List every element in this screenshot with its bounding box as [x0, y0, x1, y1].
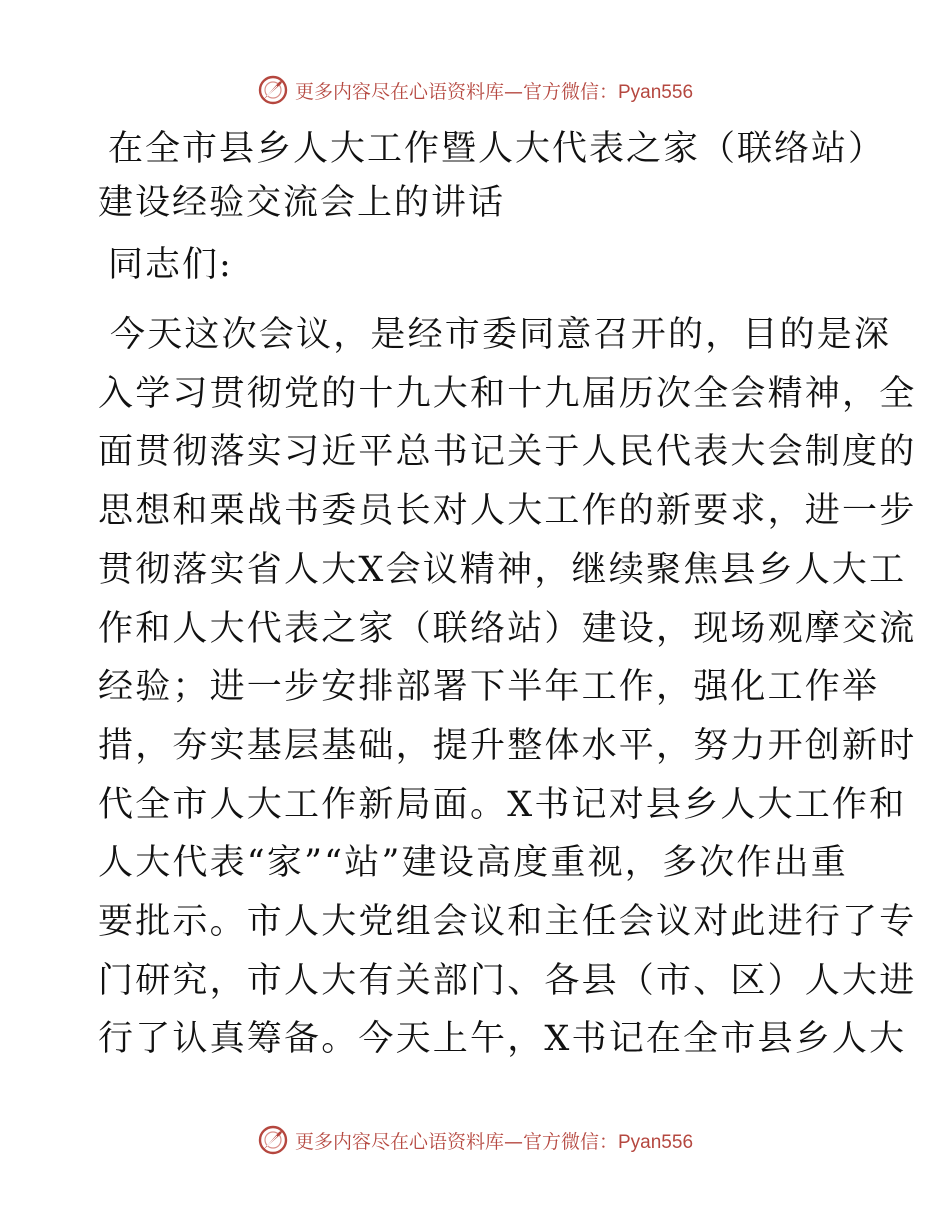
- body-line: 门研究，市人大有关部门、各县（市、区）人大进: [98, 960, 917, 1001]
- quill-logo-icon: [257, 74, 289, 106]
- body-line: 代全市人大工作新局面。X书记对县乡人大工作和: [98, 784, 907, 825]
- header-watermark: [0, 70, 950, 110]
- body-line: 要批示。市人大党组会议和主任会议对此进行了专: [98, 902, 917, 943]
- watermark-group: [257, 1124, 693, 1156]
- watermark-separator: —: [503, 80, 523, 103]
- document-title: [98, 122, 886, 230]
- quill-logo-icon: [257, 1124, 289, 1156]
- body-line: 面贯彻落实习近平总书记关于人民代表大会制度的: [98, 432, 917, 473]
- watermark-wechat-id: Pyan556: [618, 81, 694, 103]
- watermark-separator: —: [503, 1130, 523, 1153]
- watermark-label: 官方微信：: [522, 80, 618, 103]
- body-line: 行了认真筹备。今天上午，X书记在全市县乡人大: [98, 1019, 907, 1060]
- document-content: [98, 122, 917, 1069]
- body-line: 经验；进一步安排部署下半年工作，强化工作举: [98, 667, 880, 708]
- salutation: 同志们:: [108, 245, 233, 285]
- watermark-text: [295, 77, 693, 104]
- body-line: 今天这次会议，是经市委同意召开的，目的是深: [110, 315, 892, 355]
- watermark-label: 官方微信：: [522, 1130, 618, 1153]
- watermark-wechat-id: Pyan556: [618, 1131, 694, 1153]
- body-line: 入学习贯彻党的十九大和十九届历次全会精神，全: [98, 373, 917, 414]
- title-line-1: 在全市县乡人大工作暨人大代表之家（联络站）: [108, 129, 886, 169]
- body-line: 人大代表“家”“站”建设高度重视，多次作出重: [98, 843, 848, 884]
- body-line: 思想和栗战书委员长对人大工作的新要求，进一步: [98, 491, 917, 532]
- watermark-slogan: 更多内容尽在心语资料库: [294, 80, 504, 103]
- watermark-group: [257, 74, 693, 106]
- watermark-text: [295, 1127, 693, 1154]
- body-line: 作和人大代表之家（联络站）建设，现场观摩交流: [98, 608, 917, 649]
- body-line: 贯彻落实省人大X会议精神，继续聚焦县乡人大工: [98, 549, 907, 590]
- watermark-slogan: 更多内容尽在心语资料库: [294, 1130, 504, 1153]
- body-line: 措，夯实基层基础，提升整体水平，努力开创新时: [98, 725, 917, 766]
- body-paragraph: [98, 306, 917, 1069]
- footer-watermark: [0, 1120, 950, 1160]
- title-line-2: 建设经验交流会上的讲话: [98, 183, 506, 223]
